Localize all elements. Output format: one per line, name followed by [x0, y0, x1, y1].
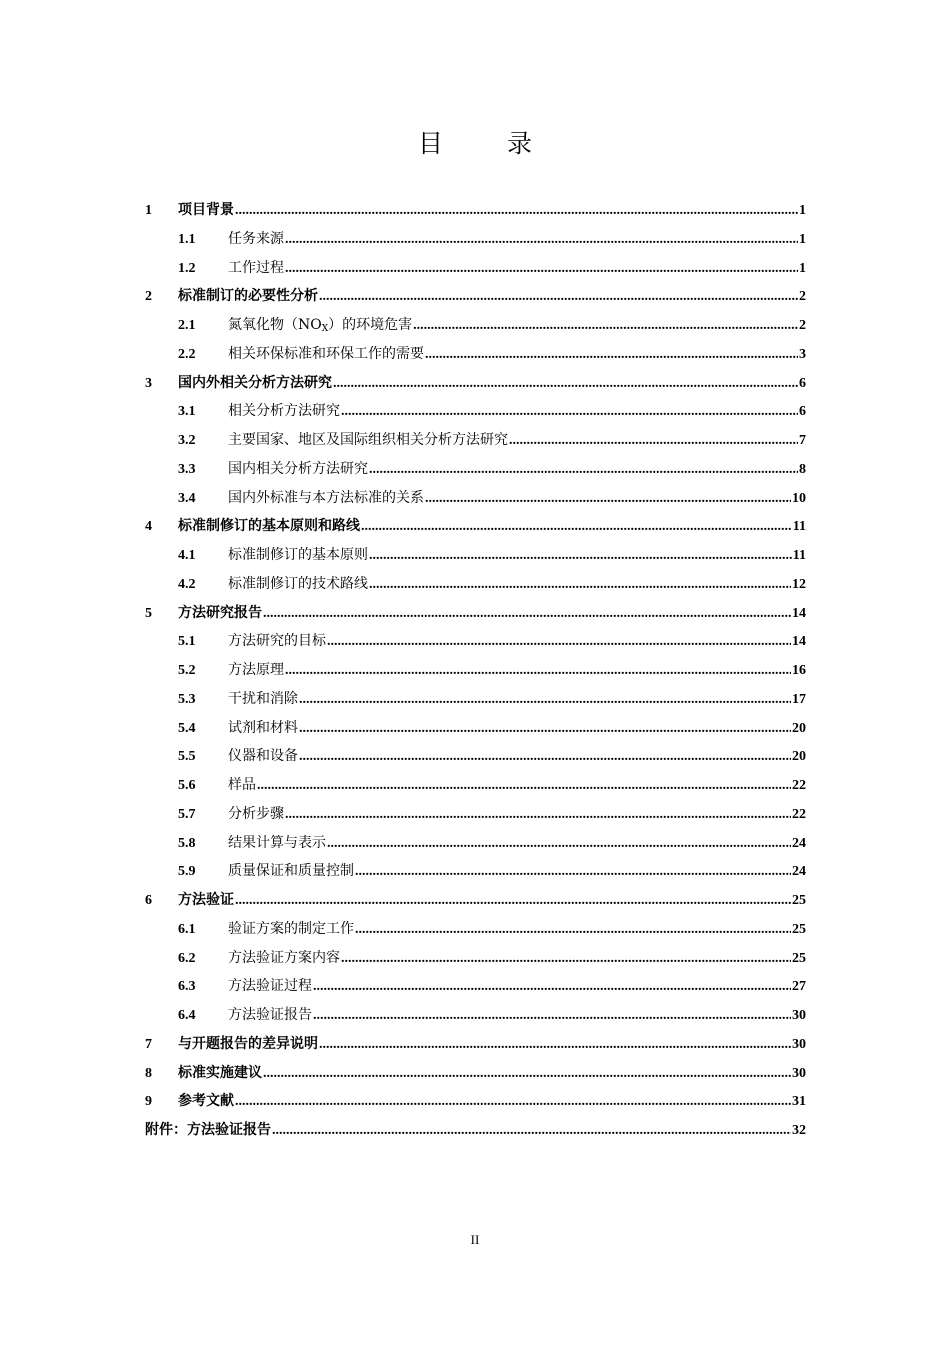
- toc-entry-page: 30: [792, 1036, 806, 1052]
- toc-entry-page: 11: [792, 519, 806, 535]
- toc-entry-page: 20: [792, 749, 806, 765]
- dot-leader: [341, 945, 791, 974]
- toc-entry-number: 5.7: [178, 806, 196, 822]
- toc-entry-title: 结果计算与表示: [228, 834, 326, 851]
- toc-entry-title: 标准制修订的技术路线: [228, 575, 368, 592]
- toc-entry-title: 方法验证: [178, 892, 234, 908]
- toc-entry-number: 3.3: [178, 461, 196, 477]
- toc-entry[interactable]: [145, 886, 806, 915]
- toc-entry-page: 30: [792, 1065, 806, 1081]
- toc-entry[interactable]: [145, 800, 806, 829]
- dot-leader: [272, 1117, 791, 1146]
- toc-entry[interactable]: [145, 857, 806, 886]
- toc-entry-number: 3.2: [178, 433, 196, 448]
- toc-entry-number: 9: [145, 1094, 152, 1110]
- toc-entry[interactable]: [145, 340, 806, 369]
- toc-entry-number: 2: [145, 289, 152, 305]
- toc-entry-number: 5: [145, 605, 152, 621]
- toc-entry-title: 国内外标准与本方法标准的关系: [228, 489, 424, 506]
- toc-entry[interactable]: [145, 742, 806, 771]
- toc-entry[interactable]: [145, 570, 806, 599]
- toc-entry-page: 14: [792, 634, 806, 650]
- toc-entry[interactable]: [145, 397, 806, 426]
- dot-leader: [285, 255, 798, 284]
- dot-leader: [235, 887, 791, 916]
- toc-entry-number: 5.9: [178, 864, 196, 880]
- toc-entry-page: 24: [792, 835, 806, 851]
- toc-entry-page: 32: [792, 1123, 806, 1138]
- toc-entry-title: 样品: [228, 777, 256, 793]
- toc-entry-title: 工作过程: [228, 259, 284, 276]
- toc-entry-page: 24: [792, 864, 806, 880]
- dot-leader: [263, 600, 791, 629]
- toc-entry-page: 10: [792, 490, 806, 506]
- dot-leader: [327, 628, 791, 657]
- toc-entry-title: 方法研究报告: [178, 604, 262, 621]
- toc-entry-page: 2: [799, 318, 806, 333]
- toc-entry-title: 分析步骤: [228, 805, 284, 822]
- toc-entry-title: 标准实施建议: [178, 1064, 262, 1081]
- toc-entry-title: 相关环保标准和环保工作的需要: [228, 345, 424, 362]
- toc-entry-number: 1.2: [178, 260, 196, 276]
- toc-entry-page: 2: [799, 289, 806, 305]
- toc-entry[interactable]: [145, 282, 806, 311]
- toc-entry-page: 16: [792, 663, 806, 678]
- toc-entry-title: 国内外相关分析方法研究: [178, 374, 332, 391]
- dot-leader: [425, 341, 798, 370]
- toc-entry-page: 6: [799, 375, 806, 391]
- toc-entry-number: 2.2: [178, 346, 196, 362]
- toc-entry-number: 7: [145, 1036, 152, 1052]
- dot-leader: [285, 801, 791, 830]
- dot-leader: [355, 916, 791, 945]
- toc-entry-number: 1: [145, 203, 152, 218]
- toc-entry-title: 干扰和消除: [228, 690, 298, 707]
- toc-entry-number: 3: [145, 375, 152, 391]
- toc-entry[interactable]: [145, 1030, 806, 1059]
- toc-entry[interactable]: [145, 599, 806, 628]
- toc-entry-number: 2.1: [178, 318, 196, 333]
- dot-leader: [425, 485, 791, 514]
- toc-entry-title: 参考文献: [178, 1093, 234, 1110]
- toc-entry-page: 11: [792, 548, 806, 563]
- toc-entry-page: 31: [792, 1094, 806, 1110]
- dot-leader: [333, 370, 798, 399]
- toc-entry-title: 标准制修订的基本原则和路线: [178, 518, 360, 535]
- toc-entry-title: 验证方案的制定工作: [228, 920, 354, 937]
- toc-entry-page: 1: [799, 231, 806, 247]
- toc-entry-number: 4: [145, 519, 152, 535]
- dot-leader: [235, 1088, 791, 1117]
- dot-leader: [369, 542, 792, 571]
- toc-entry-page: 6: [799, 404, 806, 420]
- toc-entry-page: 1: [799, 203, 806, 218]
- toc-entry-number: 1.1: [178, 231, 196, 247]
- toc-entry-page: 20: [792, 720, 806, 736]
- toc-title: 目 录: [418, 129, 560, 158]
- toc-entry[interactable]: [145, 944, 806, 973]
- toc-entry[interactable]: [145, 829, 806, 858]
- dot-leader: [257, 772, 791, 801]
- toc-entry-title: 国内相关分析方法研究: [228, 460, 368, 477]
- toc-entry-page: 25: [792, 893, 806, 908]
- toc-entry-title: 仪器和设备: [228, 748, 298, 765]
- toc-entry[interactable]: [145, 484, 806, 513]
- toc-entry-number: 5.6: [178, 778, 196, 793]
- toc-entry-title: 方法原理: [228, 662, 284, 678]
- dot-leader: [361, 513, 792, 542]
- page-number: II: [470, 1232, 480, 1247]
- toc-entry[interactable]: [145, 541, 806, 570]
- toc-entry-page: 25: [792, 921, 806, 937]
- toc-entry[interactable]: [145, 426, 806, 455]
- toc-entry-title: 相关分析方法研究: [228, 403, 340, 420]
- toc-entry[interactable]: [145, 915, 806, 944]
- toc-entry-title: 标准制修订的基本原则: [228, 547, 368, 563]
- toc-entry-title: 方法验证报告: [228, 1007, 312, 1023]
- toc-entry-title: 氮氧化物（NOX）的环境危害: [228, 317, 413, 334]
- toc-entry-number: 5.3: [178, 691, 196, 707]
- toc-entry[interactable]: [145, 714, 806, 743]
- dot-leader: [509, 427, 798, 456]
- table-of-contents: [145, 196, 806, 1145]
- dot-leader: [299, 743, 791, 772]
- toc-entry-title: 试剂和材料: [228, 719, 298, 736]
- toc-entry-title: 主要国家、地区及国际组织相关分析方法研究: [228, 432, 508, 448]
- toc-entry-number: 5.5: [178, 749, 196, 765]
- toc-entry-page: 27: [792, 979, 806, 995]
- toc-entry-page: 3: [799, 346, 806, 362]
- dot-leader: [313, 1002, 791, 1031]
- toc-entry-number: 4.1: [178, 548, 196, 563]
- toc-entry[interactable]: [145, 1116, 806, 1145]
- dot-leader: [319, 1031, 791, 1060]
- toc-entry-number: 5.4: [178, 720, 196, 736]
- dot-leader: [285, 657, 791, 686]
- toc-entry-number: 6.2: [178, 950, 196, 966]
- toc-entry-title: 方法研究的目标: [228, 633, 326, 650]
- toc-entry[interactable]: [145, 512, 806, 541]
- toc-entry[interactable]: [145, 1001, 806, 1030]
- toc-entry[interactable]: [145, 1059, 806, 1088]
- toc-entry-page: 12: [792, 576, 806, 592]
- toc-entry-number: 3.4: [178, 490, 196, 506]
- toc-entry[interactable]: [145, 972, 806, 1001]
- toc-entry-number: 6: [145, 893, 152, 908]
- toc-entry-number: 6.3: [178, 979, 196, 995]
- dot-leader: [327, 830, 791, 859]
- toc-entry-page: 25: [792, 950, 806, 966]
- toc-entry-page: 17: [792, 691, 806, 707]
- toc-entry[interactable]: [145, 627, 806, 656]
- toc-entry-title: 方法验证过程: [228, 978, 312, 995]
- dot-leader: [413, 312, 798, 341]
- toc-entry-page: 30: [792, 1008, 806, 1023]
- toc-entry-number: 4.2: [178, 576, 196, 592]
- toc-entry-number: 8: [145, 1065, 152, 1081]
- dot-leader: [299, 715, 791, 744]
- toc-entry-page: 1: [799, 260, 806, 276]
- toc-entry-page: 22: [792, 778, 806, 793]
- toc-entry-title: 标准制订的必要性分析: [178, 288, 318, 305]
- toc-entry[interactable]: [145, 369, 806, 398]
- toc-entry[interactable]: [145, 311, 806, 340]
- toc-entry-title: 任务来源: [228, 230, 284, 247]
- toc-entry-title: 质量保证和质量控制: [228, 863, 354, 880]
- dot-leader: [341, 398, 798, 427]
- dot-leader: [319, 283, 798, 312]
- toc-entry[interactable]: [145, 1087, 806, 1116]
- toc-entry-title: 项目背景: [178, 202, 234, 218]
- toc-entry[interactable]: [145, 196, 806, 225]
- dot-leader: [369, 456, 798, 485]
- toc-entry-title: 与开题报告的差异说明: [178, 1035, 318, 1052]
- toc-entry[interactable]: [145, 771, 806, 800]
- toc-entry-number: 5.1: [178, 634, 196, 650]
- toc-entry[interactable]: [145, 656, 806, 685]
- toc-entry-page: 22: [792, 806, 806, 822]
- toc-entry-title: 方法验证方案内容: [228, 949, 340, 966]
- toc-entry[interactable]: [145, 225, 806, 254]
- dot-leader: [263, 1060, 791, 1089]
- toc-entry-number: 6.4: [178, 1008, 196, 1023]
- toc-entry-title: 附件：方法验证报告: [145, 1122, 271, 1138]
- dot-leader: [313, 973, 791, 1002]
- toc-entry-page: 8: [799, 461, 806, 477]
- toc-entry-number: 6.1: [178, 921, 196, 937]
- toc-entry-number: 3.1: [178, 404, 196, 420]
- toc-entry-page: 7: [799, 433, 806, 448]
- dot-leader: [235, 197, 798, 226]
- toc-entry[interactable]: [145, 685, 806, 714]
- dot-leader: [285, 226, 798, 255]
- dot-leader: [369, 571, 791, 600]
- dot-leader: [355, 858, 791, 887]
- toc-entry-page: 14: [792, 605, 806, 621]
- toc-entry-number: 5.8: [178, 835, 196, 851]
- toc-entry[interactable]: [145, 455, 806, 484]
- toc-entry[interactable]: [145, 254, 806, 283]
- dot-leader: [299, 686, 791, 715]
- toc-entry-number: 5.2: [178, 663, 196, 678]
